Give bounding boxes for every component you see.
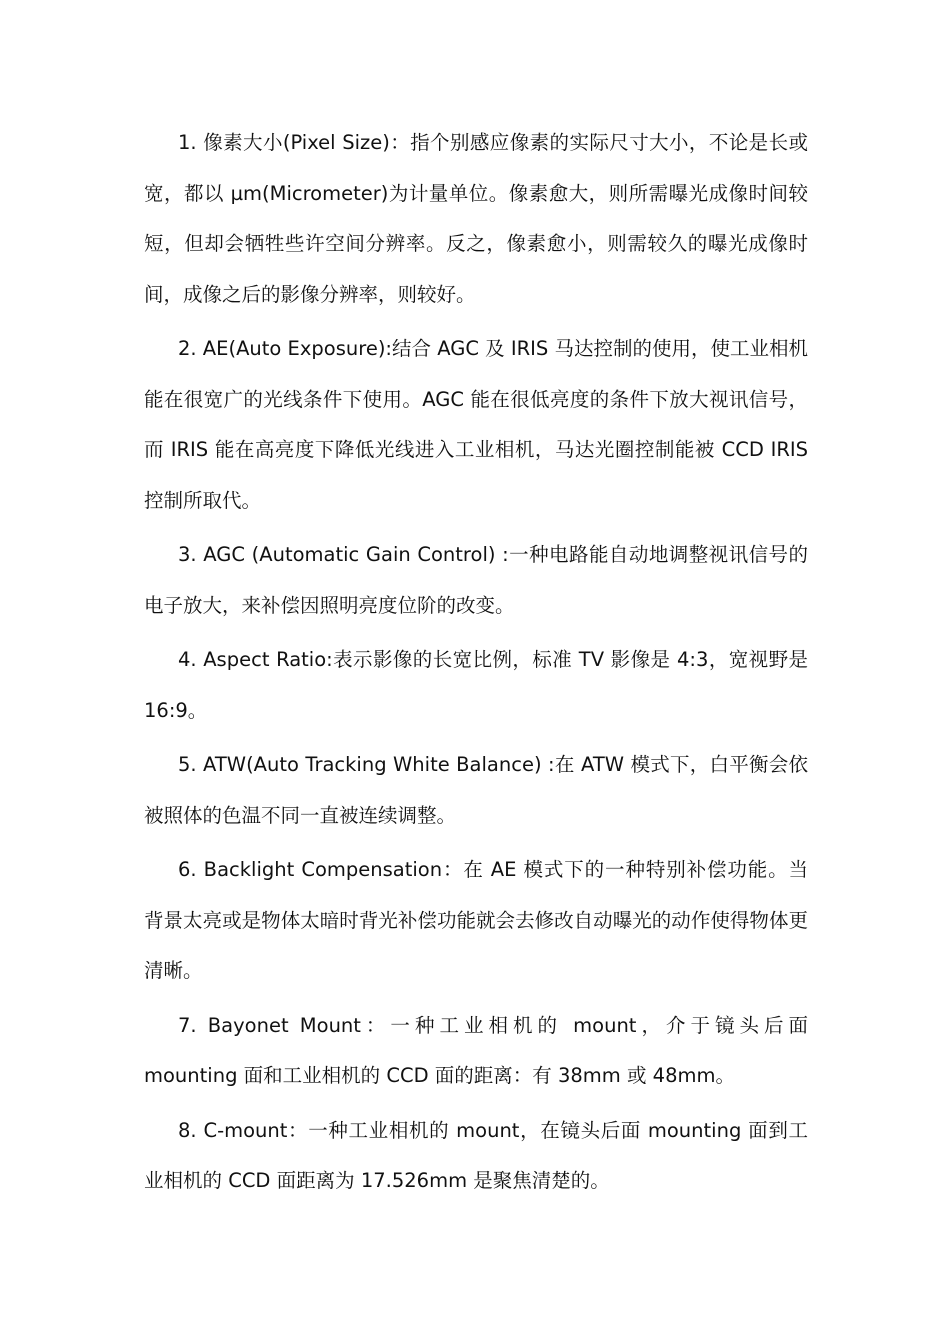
paragraph-agc: 3. AGC (Automatic Gain Control) :一种电路能自动地调整视讯信号的电子放大，来补偿因照明亮度位阶的改变。 <box>144 543 808 617</box>
document-body <box>144 118 808 1211</box>
paragraph-bayonet-mount: 7. Bayonet Mount：一种工业相机的 mount，介于镜头后面 mounting 面和工业相机的 CCD 面的距离：有 38mm 或 48mm。 <box>144 1013 808 1087</box>
paragraph-backlight-compensation: 6. Backlight Compensation：在 AE 模式下的一种特别补偿功能。当背景太亮或是物体太暗时背光补偿功能就会去修改自动曝光的动作使得物体更清晰。 <box>144 858 808 982</box>
paragraph-aspect-ratio: 4. Aspect Ratio:表示影像的长宽比例，标准 TV 影像是 4:3，宽视野是 16:9。 <box>144 648 808 722</box>
paragraph-c-mount: 8. C-mount：一种工业相机的 mount，在镜头后面 mounting 面到工业相机的 CCD 面距离为 17.526mm 是聚焦清楚的。 <box>144 1118 808 1192</box>
paragraph-atw: 5. ATW(Auto Tracking White Balance) :在 ATW 模式下，白平衡会依被照体的色温不同一直被连续调整。 <box>144 753 808 827</box>
paragraph-pixel-size: 1. 像素大小(Pixel Size)：指个别感应像素的实际尺寸大小，不论是长或宽，都以 µm(Micrometer)为计量单位。像素愈大，则所需曝光成像时间较短，但却会牺牲些许空间分辨率。反之，像素愈小，则需较久的曝光成像时间，成像之后的影像分辨率，则较好。 <box>144 131 808 306</box>
paragraph-auto-exposure: 2. AE(Auto Exposure):结合 AGC 及 IRIS 马达控制的使用，使工业相机能在很宽广的光线条件下使用。AGC 能在很低亮度的条件下放大视讯信号，而 IRIS 能在高亮度下降低光线进入工业相机，马达光圈控制能被 CCD IRIS 控制所取代。 <box>144 337 808 512</box>
